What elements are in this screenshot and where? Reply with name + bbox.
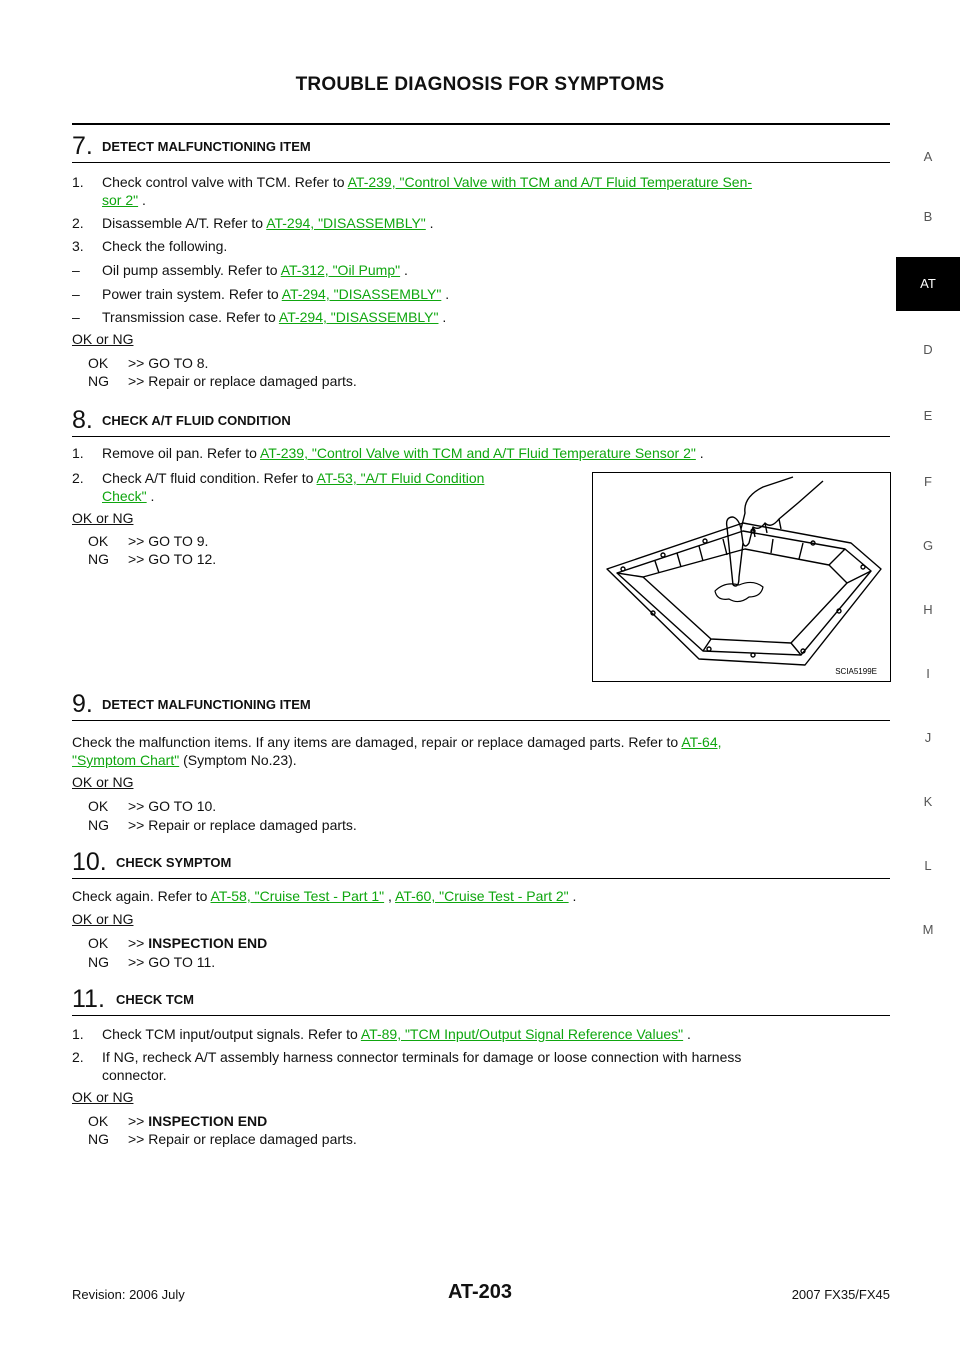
step-7-item-5: – Power train system. Refer to AT-294, "DISASSEMBLY" . <box>72 286 450 302</box>
step-7-item-2: 2. Disassemble A/T. Refer to AT-294, "DISASSEMBLY" . <box>72 215 434 231</box>
ref-link[interactable]: AT-239, "Control Valve with TCM and A/T Fluid Temperature Sen- <box>347 174 753 190</box>
side-tab-f[interactable]: F <box>924 474 932 489</box>
figure-id: SCIA5199E <box>835 667 877 676</box>
ref-link[interactable]: AT-58, "Cruise Test - Part 1" <box>210 888 385 904</box>
result-ng: NG >> Repair or replace damaged parts. <box>88 817 357 833</box>
result-ng: NG >> GO TO 12. <box>88 551 217 567</box>
ok-or-ng-label: OK or NG <box>72 1089 134 1105</box>
side-tab-d[interactable]: D <box>923 342 933 357</box>
step-title: CHECK TCM <box>116 992 194 1007</box>
ref-link[interactable]: AT-53, "A/T Fluid Condition <box>316 470 485 486</box>
side-tab-m[interactable]: M <box>922 922 934 937</box>
ref-link[interactable]: "Symptom Chart" <box>72 752 180 768</box>
step-9-header <box>72 692 890 721</box>
ref-link[interactable]: AT-312, "Oil Pump" <box>280 262 401 278</box>
step-title: DETECT MALFUNCTIONING ITEM <box>102 697 311 712</box>
side-tab-k[interactable]: K <box>923 794 933 809</box>
step-8-item-1: 1. Remove oil pan. Refer to AT-239, "Control Valve with TCM and A/T Fluid Temperature Sensor 2" . <box>72 445 704 461</box>
result-ng: NG >> GO TO 11. <box>88 954 216 970</box>
ref-link[interactable]: Check" <box>102 488 147 504</box>
result-ok: OK >> GO TO 9. <box>88 533 209 549</box>
step-title: DETECT MALFUNCTIONING ITEM <box>102 139 311 154</box>
step-title: CHECK SYMPTOM <box>116 855 232 870</box>
ok-or-ng-label: OK or NG <box>72 510 134 526</box>
side-tab-e[interactable]: E <box>923 408 933 423</box>
result-ok: OK >> GO TO 10. <box>88 798 217 814</box>
step-7-item-6: – Transmission case. Refer to AT-294, "DISASSEMBLY" . <box>72 309 447 325</box>
step-7-header <box>72 134 890 163</box>
side-tab-at[interactable]: AT <box>896 257 960 311</box>
side-tab-a[interactable]: A <box>923 149 933 164</box>
ok-or-ng-label: OK or NG <box>72 774 134 790</box>
step-11-item-2: 2. If NG, recheck A/T assembly harness connector terminals for damage or loose connection with harness <box>72 1049 742 1065</box>
ok-or-ng-label: OK or NG <box>72 911 134 927</box>
step-8-header <box>72 408 890 437</box>
step-title: CHECK A/T FLUID CONDITION <box>102 413 291 428</box>
step-11-header <box>72 987 890 1016</box>
ref-link[interactable]: AT-60, "Cruise Test - Part 2" <box>395 888 569 904</box>
step-11-item-2-cont: connector. <box>102 1067 167 1083</box>
result-ng: NG >> Repair or replace damaged parts. <box>88 373 357 389</box>
ok-or-ng-label: OK or NG <box>72 331 134 347</box>
oil-pan-illustration <box>593 473 890 681</box>
step-number: 7. <box>72 132 93 160</box>
step-7-item-3: 3. Check the following. <box>72 238 228 254</box>
step-9-para: Check the malfunction items. If any items are damaged, repair or replace damaged parts. Refer to AT-64, <box>72 734 722 750</box>
side-tab-i[interactable]: I <box>926 666 930 681</box>
result-ok: OK >> INSPECTION END <box>88 935 268 951</box>
step-7-item-1-cont: sor 2" . <box>102 192 146 208</box>
step-8-item-2-cont: Check" . <box>102 488 155 504</box>
ref-link[interactable]: AT-294, "DISASSEMBLY" <box>266 215 426 231</box>
ref-link[interactable]: AT-239, "Control Valve with TCM and A/T Fluid Temperature Sensor 2" <box>259 445 696 461</box>
result-ok: OK >> GO TO 8. <box>88 355 209 371</box>
oil-pan-figure <box>592 472 891 682</box>
side-tab-b[interactable]: B <box>923 209 933 224</box>
side-tab-g[interactable]: G <box>922 538 934 553</box>
step-7-item-1: 1. Check control valve with TCM. Refer to AT-239, "Control Valve with TCM and A/T Fluid Temperature Sen- <box>72 174 753 190</box>
header-rule <box>72 123 890 125</box>
step-7-item-4: – Oil pump assembly. Refer to AT-312, "Oil Pump" . <box>72 262 408 278</box>
step-9-para-cont: "Symptom Chart" (Symptom No.23). <box>72 752 297 768</box>
page-title: TROUBLE DIAGNOSIS FOR SYMPTOMS <box>295 74 665 95</box>
ref-link[interactable]: AT-89, "TCM Input/Output Signal Reference Values" <box>360 1026 684 1042</box>
result-ok: OK >> INSPECTION END <box>88 1113 268 1129</box>
step-number: 10. <box>72 848 107 876</box>
ref-link[interactable]: AT-64, <box>681 734 722 750</box>
step-11-item-1: 1. Check TCM input/output signals. Refer to AT-89, "TCM Input/Output Signal Reference Values" . <box>72 1026 691 1042</box>
footer-model: 2007 FX35/FX45 <box>791 1287 890 1302</box>
page-number: AT-203 <box>447 1281 513 1303</box>
footer-revision: Revision: 2006 July <box>72 1287 185 1302</box>
step-number: 9. <box>72 690 93 718</box>
side-tab-h[interactable]: H <box>923 602 933 617</box>
step-10-para: Check again. Refer to AT-58, "Cruise Test - Part 1" , AT-60, "Cruise Test - Part 2" . <box>72 888 577 904</box>
ref-link[interactable]: AT-294, "DISASSEMBLY" <box>281 286 442 302</box>
step-8-item-2: 2. Check A/T fluid condition. Refer to AT-53, "A/T Fluid Condition <box>72 470 485 486</box>
result-ng: NG >> Repair or replace damaged parts. <box>88 1131 357 1147</box>
step-number: 11. <box>72 985 105 1013</box>
ref-link[interactable]: AT-294, "DISASSEMBLY" <box>278 309 439 325</box>
side-tab-j[interactable]: J <box>924 730 932 745</box>
side-tab-l[interactable]: L <box>924 858 932 873</box>
step-number: 8. <box>72 406 93 434</box>
ref-link[interactable]: sor 2" <box>102 192 139 208</box>
step-10-header <box>72 850 890 879</box>
